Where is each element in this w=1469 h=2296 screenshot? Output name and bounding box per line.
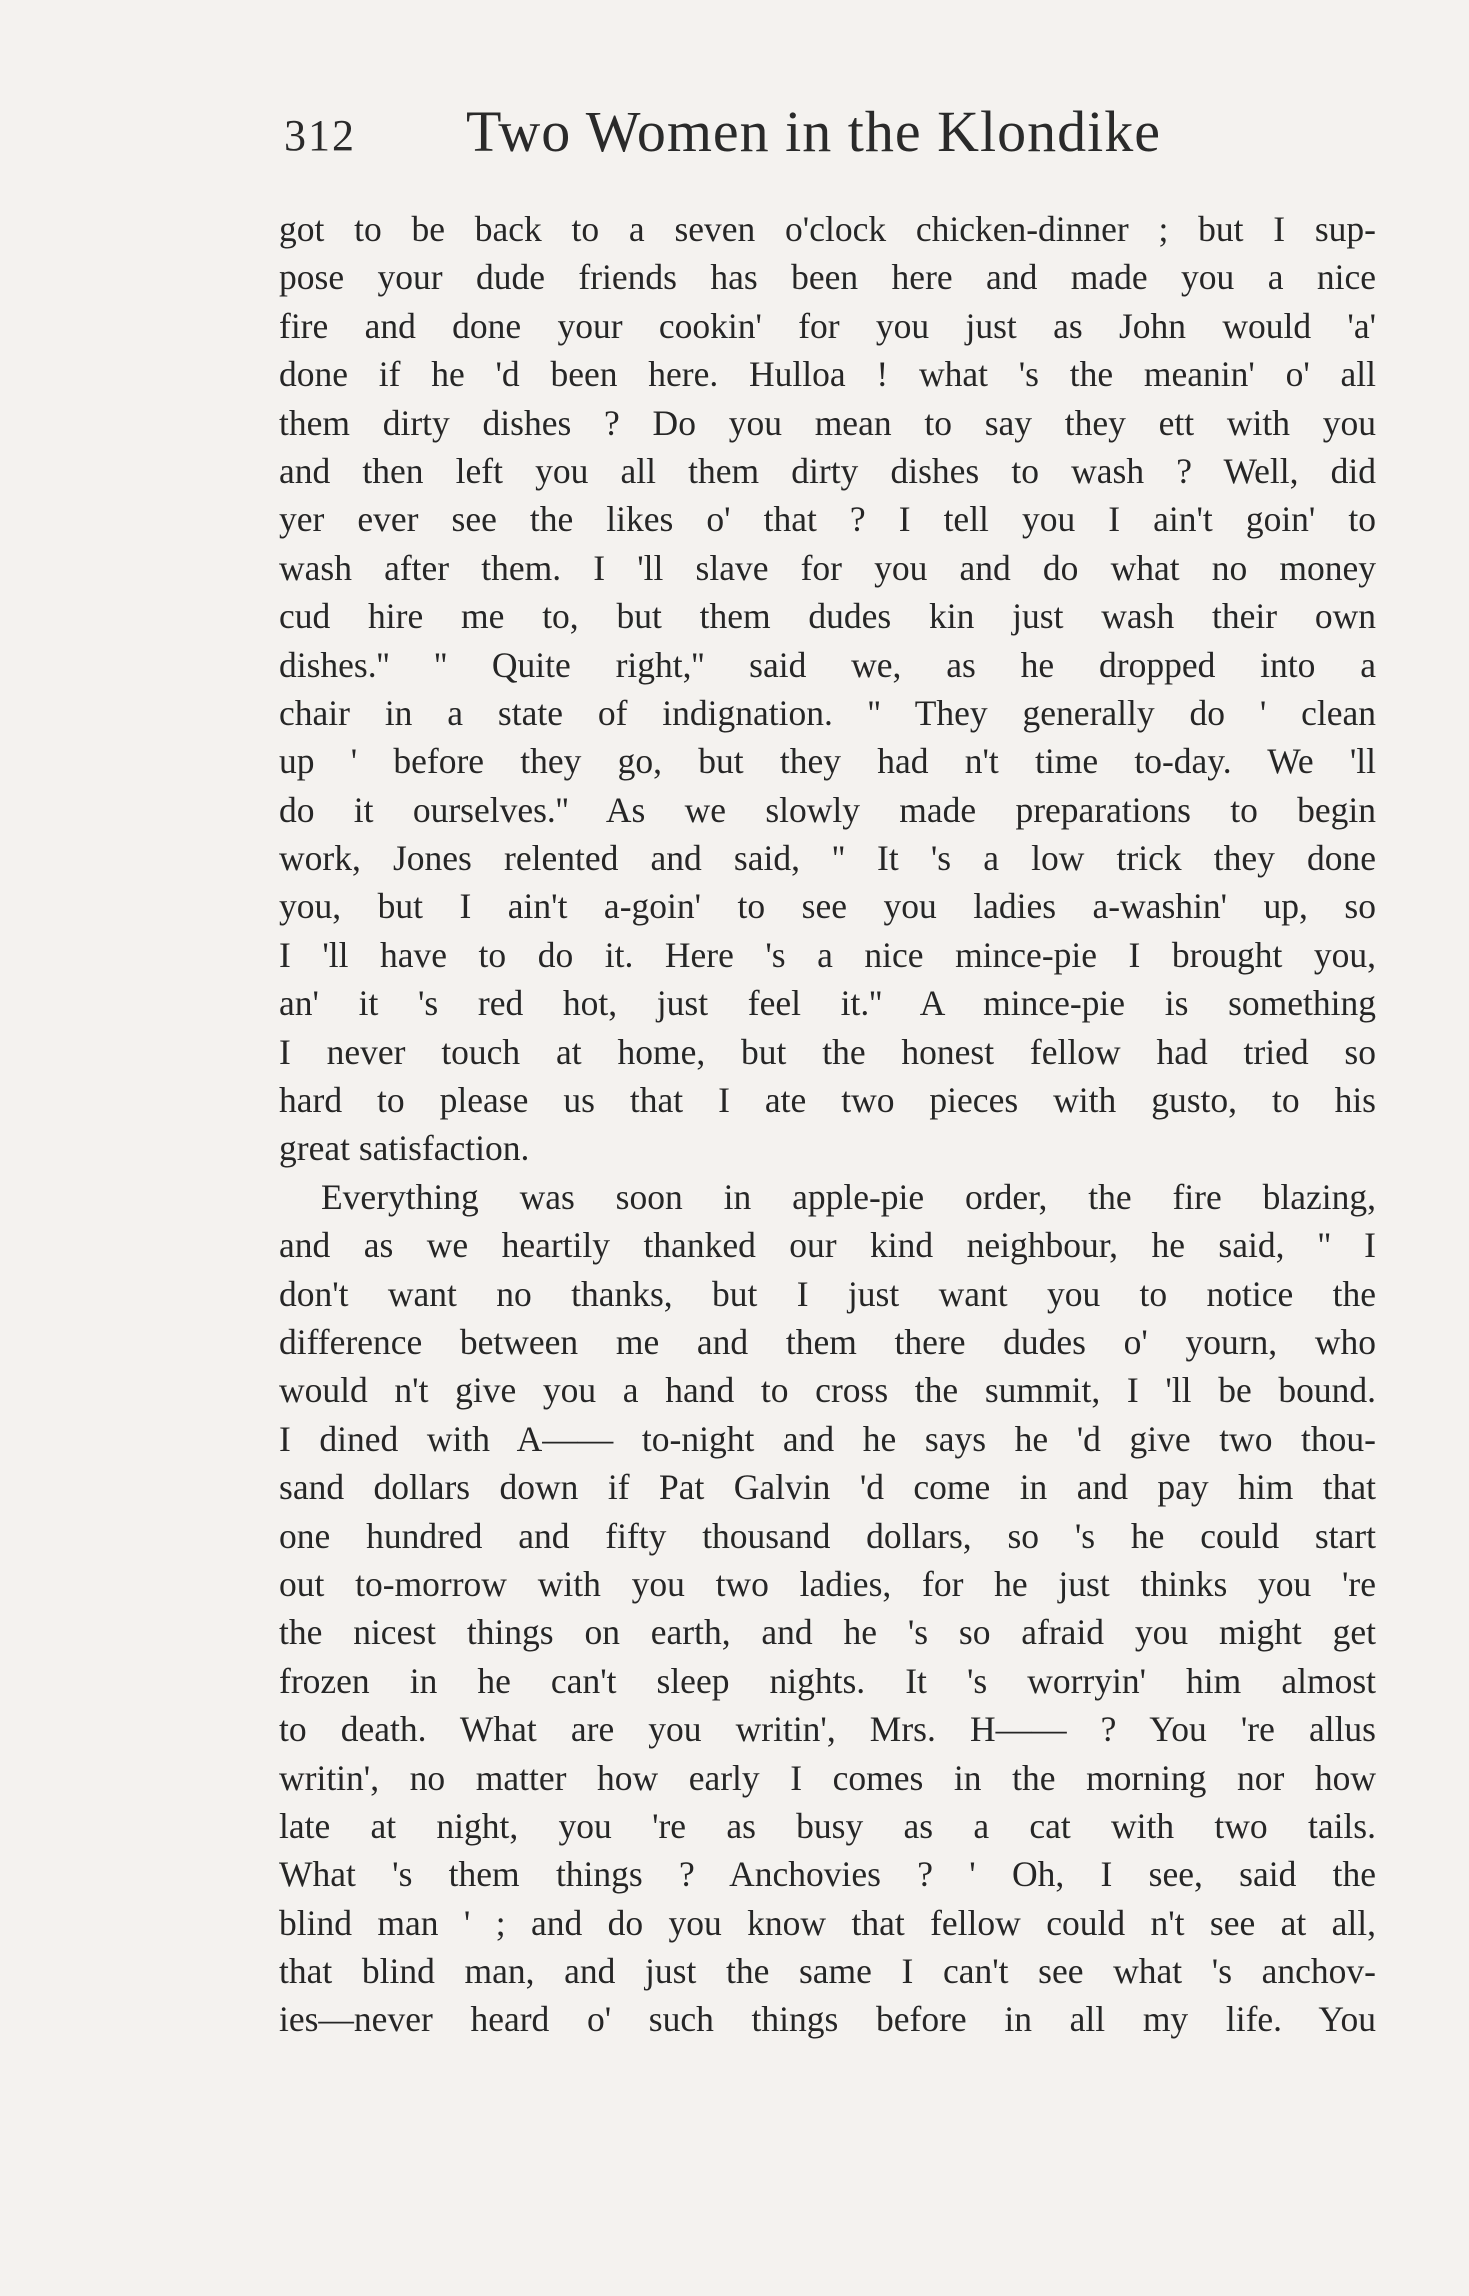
- text-line: up ' before they go, but they had n't time to-day. We 'll: [279, 741, 1376, 782]
- text-line: don't want no thanks, but I just want you to notice the: [279, 1273, 1376, 1314]
- paragraph-start-line: Everything was soon in apple-pie order, the fire blazing,: [321, 1176, 1376, 1217]
- text-line: yer ever see the likes o' that ? I tell you I ain't goin' to: [279, 499, 1376, 540]
- text-line: I 'll have to do it. Here 's a nice mince-pie I brought you,: [279, 934, 1376, 975]
- text-line: fire and done your cookin' for you just as John would 'a': [279, 305, 1376, 346]
- text-line: chair in a state of indignation. '' They generally do ' clean: [279, 692, 1376, 733]
- text-line: writin', no matter how early I comes in the morning nor how: [279, 1757, 1376, 1798]
- text-line: blind man ' ; and do you know that fellow could n't see at all,: [279, 1902, 1376, 1943]
- page-number: 312: [284, 111, 356, 160]
- text-line: hard to please us that I ate two pieces with gusto, to his: [279, 1080, 1376, 1121]
- body-text: [279, 205, 1376, 2044]
- text-line: late at night, you 're as busy as a cat with two tails.: [279, 1805, 1376, 1846]
- text-line: great satisfaction.: [279, 1128, 530, 1169]
- text-line: I never touch at home, but the honest fellow had tried so: [279, 1031, 1376, 1072]
- text-line: pose your dude friends has been here and made you a nice: [279, 257, 1376, 298]
- text-line: and then left you all them dirty dishes to wash ? Well, did: [279, 450, 1376, 491]
- text-line: cud hire me to, but them dudes kin just wash their own: [279, 596, 1376, 637]
- running-head: [284, 98, 1284, 168]
- text-line: them dirty dishes ? Do you mean to say they ett with you: [279, 402, 1376, 443]
- text-line: got to be back to a seven o'clock chicken-dinner ; but I sup-: [279, 209, 1376, 249]
- text-line: dishes.'' '' Quite right,'' said we, as he dropped into a: [279, 644, 1376, 685]
- text-line: I dined with A—— to-night and he says he 'd give two thou-: [279, 1418, 1376, 1459]
- text-line: one hundred and fifty thousand dollars, so 's he could start: [279, 1515, 1376, 1556]
- text-line: you, but I ain't a-goin' to see you ladies a-washin' up, so: [279, 886, 1376, 927]
- text-line: ies—never heard o' such things before in all my life. You: [279, 1999, 1376, 2040]
- text-line: that blind man, and just the same I can't see what 's anchov-: [279, 1951, 1376, 1992]
- text-line: and as we heartily thanked our kind neighbour, he said, '' I: [279, 1225, 1376, 1266]
- text-line: an' it 's red hot, just feel it.'' A mince-pie is something: [279, 983, 1376, 1024]
- text-line: wash after them. I 'll slave for you and do what no money: [279, 547, 1376, 588]
- text-line: What 's them things ? Anchovies ? ' Oh, I see, said the: [279, 1854, 1376, 1895]
- text-line: work, Jones relented and said, '' It 's a low trick they done: [279, 838, 1376, 879]
- text-line: the nicest things on earth, and he 's so afraid you might get: [279, 1612, 1376, 1653]
- text-line: to death. What are you writin', Mrs. H—— ? You 're allus: [279, 1709, 1376, 1750]
- text-line: frozen in he can't sleep nights. It 's worryin' him almost: [279, 1660, 1376, 1701]
- text-line: out to-morrow with you two ladies, for he just thinks you 're: [279, 1563, 1376, 1604]
- text-line: sand dollars down if Pat Galvin 'd come in and pay him that: [279, 1467, 1376, 1508]
- text-line: do it ourselves.'' As we slowly made preparations to begin: [279, 789, 1376, 830]
- running-title: Two Women in the Klondike: [466, 99, 1162, 164]
- text-line: difference between me and them there dudes o' yourn, who: [279, 1321, 1376, 1362]
- text-line: done if he 'd been here. Hulloa ! what 's the meanin' o' all: [279, 354, 1376, 395]
- text-line: would n't give you a hand to cross the summit, I 'll be bound.: [279, 1370, 1376, 1411]
